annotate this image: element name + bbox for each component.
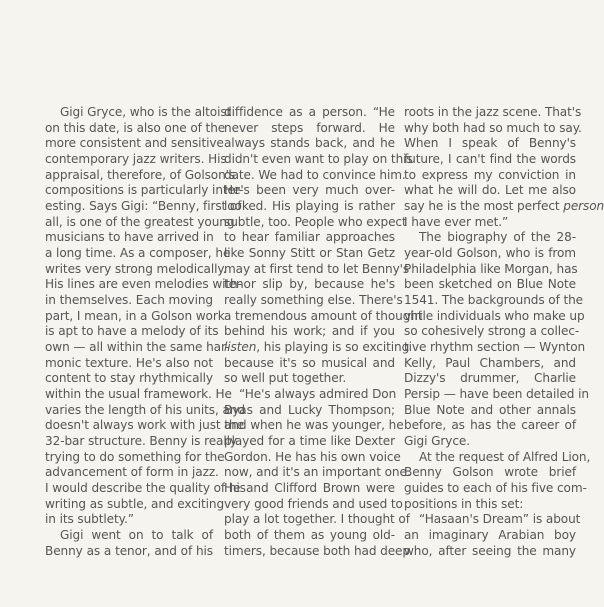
- text-line: writes very strong melodically.: [45, 261, 227, 276]
- text-segment: , his playing is so exciting: [256, 340, 410, 355]
- text-column-2: [224, 105, 423, 559]
- text-line: Byas and Lucky Thompson;: [224, 402, 395, 417]
- text-line: Gigi Gryce.: [404, 434, 470, 449]
- text-line: more consistent and sensitive: [45, 136, 224, 151]
- text-line: both of them as young old-: [224, 528, 395, 543]
- text-line: behind his work; and if you: [224, 324, 395, 339]
- text-line: “He's always admired Don: [239, 387, 397, 402]
- text-line: to hear familiar approaches: [224, 230, 395, 245]
- text-line: future, I can't find the words: [404, 152, 576, 167]
- text-line: roots in the jazz scene. That's: [404, 105, 582, 119]
- text-line: because it's so musical and: [224, 355, 395, 370]
- text-line: Gigi Gryce, who is the altoist: [60, 105, 232, 119]
- text-line: timers, because both had deep: [224, 543, 410, 558]
- text-line: I would describe the quality of his: [45, 481, 246, 496]
- text-line: The biography of the 28-: [419, 230, 576, 245]
- text-line: an imaginary Arabian boy: [404, 528, 576, 543]
- text-line: played for a time like Dexter: [224, 434, 395, 449]
- text-line: on this date, is also one of the: [45, 120, 226, 135]
- text-line: why both had so much to say.: [404, 120, 582, 135]
- text-line: subtle, too. People who expect: [224, 214, 407, 229]
- text-line: Gordon. He has his own voice: [224, 449, 401, 464]
- text-line: Gigi went on to talk of: [60, 528, 213, 543]
- text-line: all, is one of the greatest young: [45, 214, 235, 229]
- text-line: 1541. The backgrounds of the: [404, 293, 584, 308]
- text-line: His lines are even melodies with-: [45, 277, 242, 292]
- text-line: advancement of form in jazz.: [45, 465, 219, 480]
- text-line: so well put together.: [224, 371, 347, 386]
- text-line: always stands back, and he: [224, 136, 395, 151]
- text-line: may at first tend to let Benny's: [224, 261, 410, 276]
- text-line: Philadelphia like Morgan, has: [404, 261, 578, 276]
- text-line: contemporary jazz writers. His: [45, 152, 227, 167]
- text-line: [404, 199, 604, 215]
- text-line: a long time. As a composer, he: [45, 246, 231, 261]
- text-line: He's been very much over-: [224, 183, 395, 198]
- text-line: is apt to have a melody of its: [45, 324, 219, 339]
- text-line: been sketched on Blue Note: [404, 277, 576, 292]
- italic-word: listen: [224, 340, 257, 355]
- text-line: tenor slip by, because he's: [224, 277, 395, 292]
- text-line: play a lot together. I thought of: [224, 512, 410, 527]
- text-line: year-old Golson, who is from: [404, 246, 576, 261]
- text-line: looked. His playing is rather: [224, 199, 395, 214]
- text-line: before, as has the career of: [404, 418, 576, 433]
- text-line: He and Clifford Brown were: [224, 481, 395, 496]
- text-line: writing as subtle, and exciting: [45, 496, 225, 511]
- text-line: musicians to have arrived in: [45, 230, 214, 245]
- text-line: “Hasaan's Dream” is about: [419, 512, 581, 527]
- text-line: Benny Golson wrote brief: [404, 465, 576, 480]
- text-line: in themselves. Each moving: [45, 293, 213, 308]
- text-line: doesn't always work with just the: [45, 418, 244, 433]
- text-line: diffidence as a person. “He: [224, 105, 395, 119]
- text-line: Benny as a tenor, and of his: [45, 543, 213, 558]
- text-line: Dizzy's drummer, Charlie: [404, 371, 576, 386]
- text-line: like Sonny Stitt or Stan Getz: [224, 246, 395, 261]
- text-line: guides to each of his five com-: [404, 481, 587, 496]
- text-line: part, I mean, in a Golson work: [45, 308, 225, 323]
- text-line: tive rhythm section — Wynton: [404, 340, 586, 355]
- text-line: positions in this set:: [404, 496, 524, 511]
- text-line: date. We had to convince him.: [224, 167, 406, 182]
- text-line: esting. Says Gigi: “Benny, first of: [45, 199, 242, 214]
- text-line: what he will do. Let me also: [404, 183, 576, 198]
- text-line: really something else. There's: [224, 293, 403, 308]
- text-line: Persip — have been detailed in: [404, 387, 589, 402]
- text-line: When I speak of Benny's: [404, 136, 576, 151]
- text-line: so cohesively strong a collec-: [404, 324, 580, 339]
- text-line: very good friends and used to: [224, 496, 403, 511]
- text-line: At the request of Alfred Lion,: [419, 449, 591, 464]
- text-segment: say he is the most perfect: [404, 199, 564, 214]
- italic-word: person: [563, 199, 604, 214]
- text-line: Kelly, Paul Chambers, and: [404, 355, 576, 370]
- text-line: own — all within the same har-: [45, 340, 230, 355]
- text-line: content to stay rhythmically: [45, 371, 213, 386]
- text-line: who, after seeing the many: [404, 543, 576, 558]
- text-line: monic texture. He's also not: [45, 355, 213, 370]
- text-line: and when he was younger, he: [224, 418, 404, 433]
- text-line: compositions is particularly inter-: [45, 183, 244, 198]
- text-line: 32-bar structure. Benny is really: [45, 434, 237, 449]
- text-line: I have ever met.”: [404, 214, 509, 229]
- text-line: varies the length of his units, and: [45, 402, 245, 417]
- text-line: within the usual framework. He: [45, 387, 232, 402]
- text-line: virile individuals who make up: [404, 308, 585, 323]
- text-line: to express my conviction in: [404, 167, 576, 182]
- text-line: didn't even want to play on this: [224, 152, 413, 167]
- text-line: Blue Note and other annals: [404, 402, 576, 417]
- text-column-3: [404, 105, 604, 559]
- text-line: never steps forward. He: [224, 120, 395, 135]
- text-line: now, and it's an important one.: [224, 465, 411, 480]
- text-line: in its subtlety.”: [45, 512, 134, 527]
- text-line: appraisal, therefore, of Golson's: [45, 167, 236, 182]
- text-line: trying to do something for the: [45, 449, 225, 464]
- text-line: a tremendous amount of thought: [224, 308, 423, 323]
- text-line: [224, 340, 410, 356]
